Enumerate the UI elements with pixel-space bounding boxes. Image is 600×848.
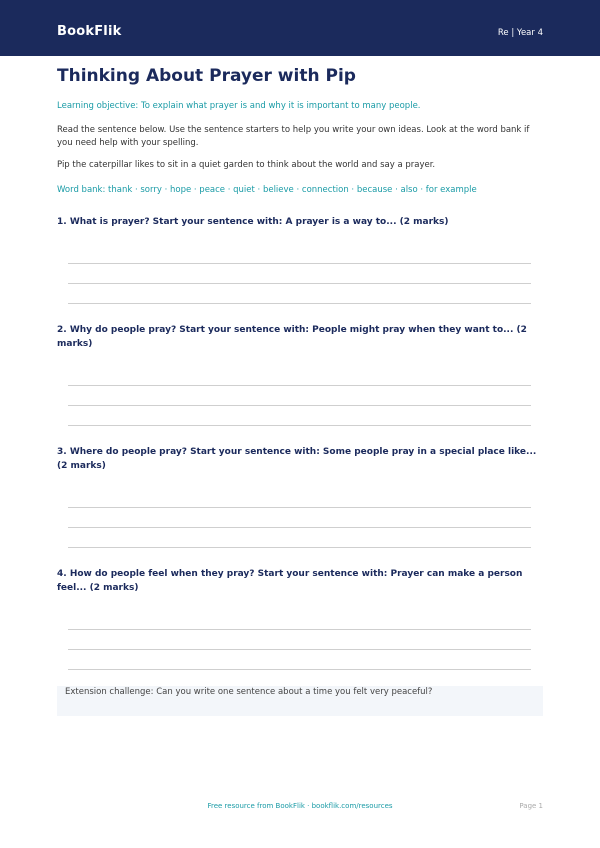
answer-line[interactable] — [68, 283, 531, 284]
question-2: 2. Why do people pray? Start your sentence with: People might pray when they want to... (2 marks) — [57, 325, 527, 349]
learning-objective: Learning objective: To explain what prayer is and why it is important to many people. — [57, 101, 421, 111]
question-1: 1. What is prayer? Start your sentence with: A prayer is a way to... (2 marks) — [57, 217, 449, 227]
instructions-text: Read the sentence below. Use the sentence starters to help you write your own ideas. Look at the word bank if you need help with your spelling. — [57, 125, 530, 148]
word-bank: Word bank: thank · sorry · hope · peace · quiet · believe · connection · because · also · for example — [57, 185, 477, 195]
question-4: 4. How do people feel when they pray? Start your sentence with: Prayer can make a person feel... (2 marks) — [57, 569, 523, 593]
extension-challenge-box — [57, 686, 543, 716]
answer-line[interactable] — [68, 649, 531, 650]
brand-logo: BookFlik — [57, 24, 122, 39]
answer-line[interactable] — [68, 669, 531, 670]
footer-link[interactable]: Free resource from BookFlik · bookflik.com/resources — [207, 802, 393, 810]
worksheet-title: Thinking About Prayer with Pip — [57, 66, 356, 86]
context-text: Pip the caterpillar likes to sit in a quiet garden to think about the world and say a prayer. — [57, 160, 436, 170]
page-header — [0, 0, 600, 56]
answer-line[interactable] — [68, 527, 531, 528]
answer-line[interactable] — [68, 547, 531, 548]
answer-line[interactable] — [68, 263, 531, 264]
answer-line[interactable] — [68, 629, 531, 630]
extension-challenge-text: Extension challenge: Can you write one sentence about a time you felt very peaceful? — [65, 687, 433, 697]
subject-year-label: Re | Year 4 — [497, 28, 543, 38]
answer-line[interactable] — [68, 385, 531, 386]
answer-line[interactable] — [68, 425, 531, 426]
answer-line[interactable] — [68, 507, 531, 508]
page-number: Page 1 — [519, 802, 543, 810]
question-3: 3. Where do people pray? Start your sentence with: Some people pray in a special place like... (2 marks) — [57, 447, 537, 471]
answer-line[interactable] — [68, 303, 531, 304]
answer-line[interactable] — [68, 405, 531, 406]
